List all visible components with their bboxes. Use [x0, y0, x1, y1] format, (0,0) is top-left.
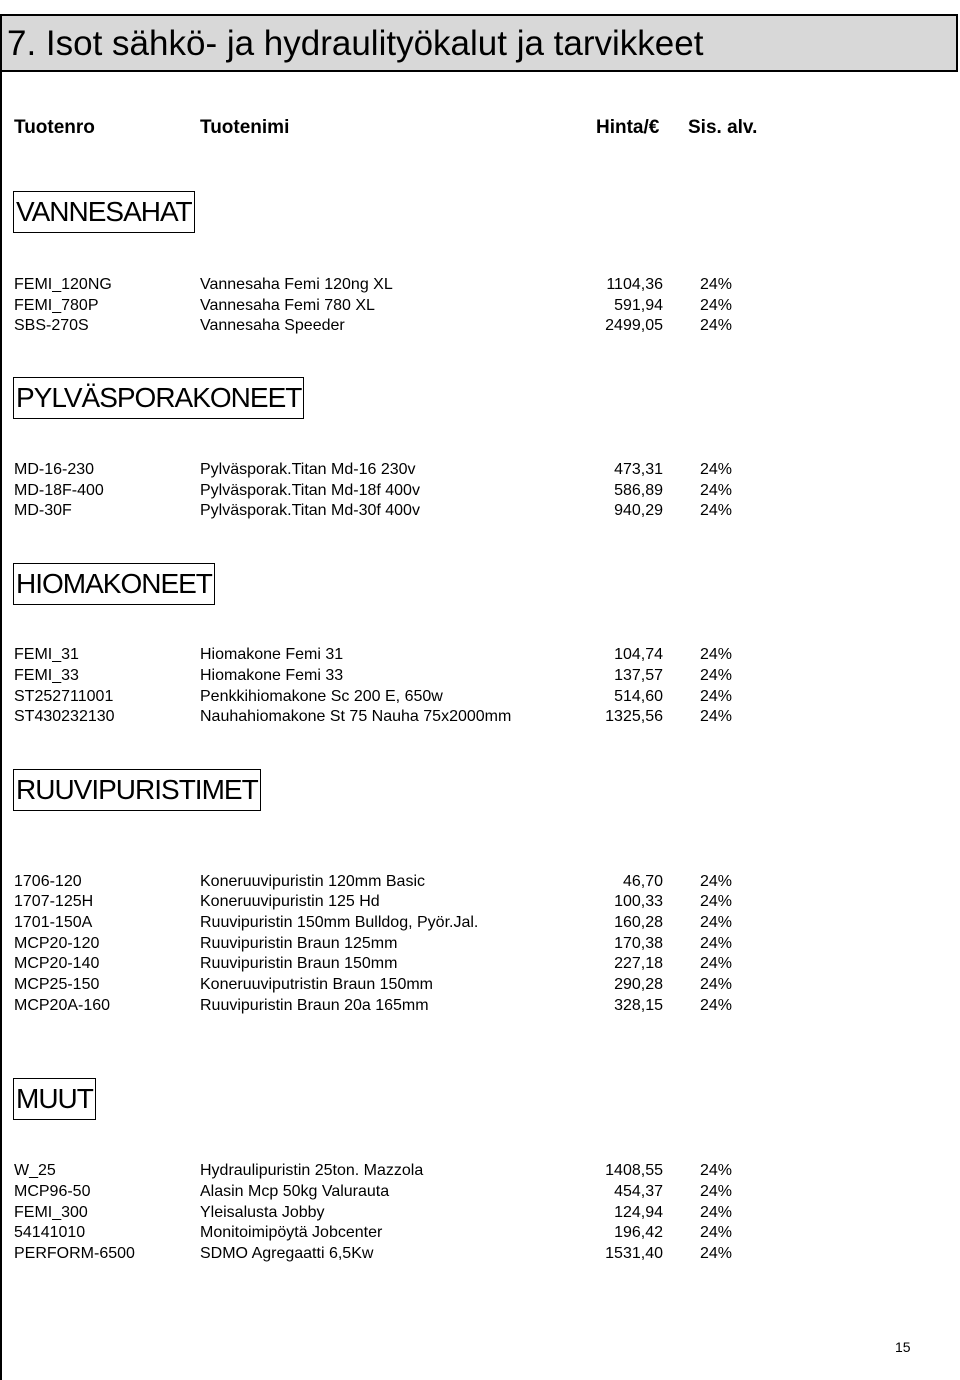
product-code: MCP20-120 — [14, 935, 100, 952]
table-row — [0, 953, 960, 974]
product-price: 1408,55 — [605, 1162, 663, 1179]
product-vat: 24% — [700, 1162, 733, 1179]
product-code: MCP96-50 — [14, 1183, 91, 1200]
table-row — [0, 480, 960, 501]
section-heading — [13, 191, 195, 233]
product-vat: 24% — [700, 646, 733, 663]
product-price: 591,94 — [614, 297, 663, 314]
product-vat: 24% — [700, 955, 733, 972]
product-vat: 24% — [700, 997, 733, 1014]
product-vat: 24% — [700, 914, 733, 931]
table-row — [0, 871, 960, 892]
product-code: PERFORM-6500 — [14, 1245, 135, 1262]
product-code: MCP25-150 — [14, 976, 100, 993]
product-price: 104,74 — [614, 646, 663, 663]
product-name: Yleisalusta Jobby — [200, 1204, 325, 1221]
table-row — [0, 995, 960, 1016]
product-vat: 24% — [700, 708, 733, 725]
product-price: 124,94 — [614, 1204, 663, 1221]
table-row — [0, 686, 960, 707]
product-vat: 24% — [700, 461, 733, 478]
product-price: 1104,36 — [606, 276, 663, 293]
product-code: FEMI_780P — [14, 297, 99, 314]
product-vat: 24% — [700, 935, 733, 952]
table-row — [0, 1202, 960, 1223]
product-price: 196,42 — [614, 1224, 663, 1241]
section-heading — [13, 769, 261, 811]
product-name: Hiomakone Femi 33 — [200, 667, 344, 684]
section-title: MUUT — [16, 1083, 93, 1114]
product-code: FEMI_300 — [14, 1204, 88, 1221]
product-code: MCP20-140 — [14, 955, 100, 972]
product-price: 100,33 — [614, 893, 663, 910]
product-code: MD-16-230 — [14, 461, 95, 478]
product-name: Vannesaha Speeder — [200, 317, 345, 334]
table-row — [0, 1243, 960, 1264]
product-code: FEMI_120NG — [14, 276, 112, 293]
section-heading — [13, 563, 215, 605]
section-title: VANNESAHAT — [16, 196, 192, 227]
product-code: 54141010 — [14, 1224, 86, 1241]
product-vat: 24% — [700, 276, 733, 293]
header-product-name: Tuotenimi — [200, 117, 290, 138]
product-price: 46,70 — [622, 873, 663, 890]
product-name: Monitoimipöytä Jobcenter — [200, 1224, 383, 1241]
table-row — [0, 295, 960, 316]
product-name: Koneruuviputristin Braun 150mm — [200, 976, 434, 993]
table-row — [0, 1181, 960, 1202]
product-price: 454,37 — [614, 1183, 663, 1200]
product-price: 137,57 — [614, 667, 663, 684]
table-row — [0, 706, 960, 727]
table-row — [0, 459, 960, 480]
product-name: Nauhahiomakone St 75 Nauha 75x2000mm — [200, 708, 512, 725]
product-price: 2499,05 — [605, 317, 663, 334]
product-vat: 24% — [700, 502, 733, 519]
product-price: 514,60 — [614, 688, 663, 705]
product-name: Vannesaha Femi 120ng XL — [200, 276, 393, 293]
section-title: PYLVÄSPORAKONEET — [16, 382, 302, 413]
product-name: SDMO Agregaatti 6,5Kw — [200, 1245, 374, 1262]
product-price: 473,31 — [614, 461, 663, 478]
product-vat: 24% — [700, 1204, 733, 1221]
product-vat: 24% — [700, 893, 733, 910]
product-vat: 24% — [700, 1183, 733, 1200]
table-row — [0, 1222, 960, 1243]
product-code: MCP20A-160 — [14, 997, 111, 1014]
table-row — [0, 1160, 960, 1181]
product-name: Ruuvipuristin 150mm Bulldog, Pyör.Jal. — [200, 914, 479, 931]
product-code: 1707-125H — [14, 893, 94, 910]
product-name: Pylväsporak.Titan Md-16 230v — [200, 461, 416, 478]
product-code: MD-18F-400 — [14, 482, 104, 499]
table-row — [0, 315, 960, 336]
section-heading — [13, 1078, 96, 1120]
product-name: Pylväsporak.Titan Md-18f 400v — [200, 482, 420, 499]
section-title: HIOMAKONEET — [16, 568, 212, 599]
product-vat: 24% — [700, 297, 733, 314]
product-code: 1701-150A — [14, 914, 93, 931]
product-price: 586,89 — [614, 482, 663, 499]
product-price: 160,28 — [614, 914, 663, 931]
table-row — [0, 933, 960, 954]
product-name: Ruuvipuristin Braun 150mm — [200, 955, 398, 972]
product-vat: 24% — [700, 1245, 733, 1262]
section-title: RUUVIPURISTIMET — [16, 774, 258, 805]
product-vat: 24% — [700, 688, 733, 705]
product-vat: 24% — [700, 1224, 733, 1241]
product-name: Koneruuvipuristin 125 Hd — [200, 893, 380, 910]
product-name: Vannesaha Femi 780 XL — [200, 297, 375, 314]
product-code: MD-30F — [14, 502, 72, 519]
product-name: Hiomakone Femi 31 — [200, 646, 344, 663]
header-price: Hinta/€ — [596, 117, 660, 138]
product-name: Hydraulipuristin 25ton. Mazzola — [200, 1162, 424, 1179]
table-row — [0, 274, 960, 295]
product-vat: 24% — [700, 667, 733, 684]
product-vat: 24% — [700, 873, 733, 890]
product-vat: 24% — [700, 317, 733, 334]
product-name: Ruuvipuristin Braun 125mm — [200, 935, 398, 952]
product-vat: 24% — [700, 482, 733, 499]
product-price: 290,28 — [614, 976, 663, 993]
product-price: 1325,56 — [605, 708, 663, 725]
product-name: Ruuvipuristin Braun 20a 165mm — [200, 997, 429, 1014]
product-code: FEMI_33 — [14, 667, 79, 684]
product-price: 940,29 — [614, 502, 663, 519]
table-row — [0, 891, 960, 912]
product-price: 170,38 — [614, 935, 663, 952]
product-code: W_25 — [14, 1162, 56, 1179]
header-vat: Sis. alv. — [688, 117, 758, 138]
product-price: 1531,40 — [605, 1245, 663, 1262]
product-name: Pylväsporak.Titan Md-30f 400v — [200, 502, 420, 519]
title-bar — [2, 14, 958, 72]
page-title: 7. Isot sähkö- ja hydraulityökalut ja tarvikkeet — [7, 24, 704, 63]
table-row — [0, 644, 960, 665]
section-heading — [13, 377, 304, 419]
product-name: Koneruuvipuristin 120mm Basic — [200, 873, 425, 890]
product-vat: 24% — [700, 976, 733, 993]
product-name: Penkkihiomakone Sc 200 E, 650w — [200, 688, 443, 705]
product-price: 328,15 — [614, 997, 663, 1014]
product-code: FEMI_31 — [14, 646, 79, 663]
table-row — [0, 500, 960, 521]
product-code: 1706-120 — [14, 873, 82, 890]
table-row — [0, 665, 960, 686]
header-product-code: Tuotenro — [14, 117, 95, 138]
product-name: Alasin Mcp 50kg Valurauta — [200, 1183, 390, 1200]
product-code: ST430232130 — [14, 708, 115, 725]
table-row — [0, 912, 960, 933]
product-code: SBS-270S — [14, 317, 89, 334]
product-price: 227,18 — [614, 955, 663, 972]
table-row — [0, 974, 960, 995]
product-code: ST252711001 — [14, 688, 114, 705]
page-number: 15 — [895, 1339, 911, 1355]
